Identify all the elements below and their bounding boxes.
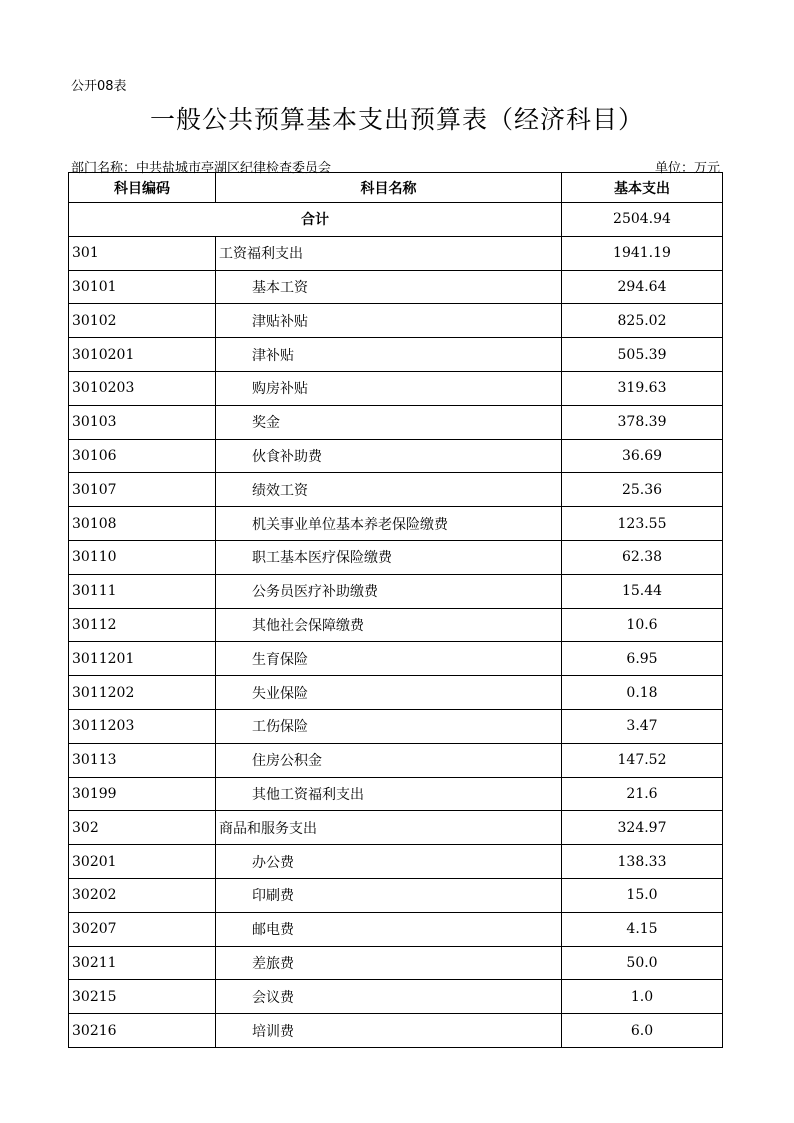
- row-name: 其他社会保障缴费: [216, 608, 562, 642]
- row-name: 绩效工资: [216, 473, 562, 507]
- table-row: [69, 642, 723, 676]
- table-row: [69, 338, 723, 372]
- row-code: 3010203: [69, 371, 216, 405]
- row-name: 购房补贴: [216, 371, 562, 405]
- row-code: 30112: [69, 608, 216, 642]
- department-label: 部门名称：中共盐城市亭湖区纪律检查委员会: [71, 161, 332, 176]
- total-amount: 2504.94: [562, 203, 723, 237]
- row-name: 生育保险: [216, 642, 562, 676]
- form-code-label: 公开08表: [71, 79, 127, 94]
- row-amount: 825.02: [562, 304, 723, 338]
- table-row: [69, 439, 723, 473]
- row-amount: 3.47: [562, 709, 723, 743]
- total-label: 合计: [69, 203, 562, 237]
- table-row: [69, 608, 723, 642]
- row-amount: 36.69: [562, 439, 723, 473]
- table-row: [69, 777, 723, 811]
- row-code: 30199: [69, 777, 216, 811]
- row-amount: 6.95: [562, 642, 723, 676]
- row-code: 30101: [69, 270, 216, 304]
- row-name: 住房公积金: [216, 743, 562, 777]
- row-code: 30103: [69, 405, 216, 439]
- page-title: 一般公共预算基本支出预算表（经济科目）: [149, 105, 644, 134]
- table-row: [69, 507, 723, 541]
- table-row: [69, 304, 723, 338]
- row-amount: 1.0: [562, 980, 723, 1014]
- table-row: [69, 980, 723, 1014]
- row-name: 印刷费: [216, 878, 562, 912]
- row-name: 公务员医疗补助缴费: [216, 574, 562, 608]
- row-code: 30215: [69, 980, 216, 1014]
- row-code: 30113: [69, 743, 216, 777]
- row-name: 基本工资: [216, 270, 562, 304]
- row-name: 工资福利支出: [216, 236, 562, 270]
- row-name: 商品和服务支出: [216, 811, 562, 845]
- row-code: 301: [69, 236, 216, 270]
- table-row: [69, 946, 723, 980]
- row-amount: 147.52: [562, 743, 723, 777]
- budget-table: [68, 172, 723, 1048]
- row-code: 30201: [69, 845, 216, 879]
- table-row: [69, 845, 723, 879]
- row-amount: 138.33: [562, 845, 723, 879]
- row-code: 30111: [69, 574, 216, 608]
- row-code: 30106: [69, 439, 216, 473]
- row-name: 失业保险: [216, 676, 562, 710]
- total-row: [69, 203, 723, 237]
- table-row: [69, 473, 723, 507]
- table-row: [69, 270, 723, 304]
- header-amount: 基本支出: [562, 173, 723, 203]
- row-amount: 319.63: [562, 371, 723, 405]
- row-amount: 15.44: [562, 574, 723, 608]
- row-name: 会议费: [216, 980, 562, 1014]
- row-amount: 15.0: [562, 878, 723, 912]
- header-name: 科目名称: [216, 173, 562, 203]
- row-code: 30110: [69, 540, 216, 574]
- row-name: 职工基本医疗保险缴费: [216, 540, 562, 574]
- row-name: 津贴补贴: [216, 304, 562, 338]
- table-row: [69, 811, 723, 845]
- row-code: 30107: [69, 473, 216, 507]
- row-amount: 324.97: [562, 811, 723, 845]
- row-amount: 505.39: [562, 338, 723, 372]
- row-name: 工伤保险: [216, 709, 562, 743]
- header-code: 科目编码: [69, 173, 216, 203]
- row-name: 其他工资福利支出: [216, 777, 562, 811]
- row-name: 差旅费: [216, 946, 562, 980]
- row-name: 培训费: [216, 1014, 562, 1048]
- table-row: [69, 1014, 723, 1048]
- row-code: 3010201: [69, 338, 216, 372]
- table-row: [69, 540, 723, 574]
- row-amount: 6.0: [562, 1014, 723, 1048]
- table-header-row: [69, 173, 723, 203]
- row-name: 办公费: [216, 845, 562, 879]
- row-amount: 1941.19: [562, 236, 723, 270]
- table-row: [69, 743, 723, 777]
- row-amount: 123.55: [562, 507, 723, 541]
- table-row: [69, 709, 723, 743]
- row-amount: 4.15: [562, 912, 723, 946]
- row-code: 30202: [69, 878, 216, 912]
- row-name: 机关事业单位基本养老保险缴费: [216, 507, 562, 541]
- row-name: 伙食补助费: [216, 439, 562, 473]
- row-name: 奖金: [216, 405, 562, 439]
- row-code: 30108: [69, 507, 216, 541]
- row-code: 30102: [69, 304, 216, 338]
- table-row: [69, 405, 723, 439]
- row-code: 30211: [69, 946, 216, 980]
- row-code: 30216: [69, 1014, 216, 1048]
- row-code: 302: [69, 811, 216, 845]
- table-row: [69, 912, 723, 946]
- table-row: [69, 574, 723, 608]
- row-amount: 378.39: [562, 405, 723, 439]
- row-name: 津补贴: [216, 338, 562, 372]
- row-amount: 294.64: [562, 270, 723, 304]
- row-name: 邮电费: [216, 912, 562, 946]
- table-row: [69, 371, 723, 405]
- table-row: [69, 236, 723, 270]
- row-amount: 62.38: [562, 540, 723, 574]
- row-code: 30207: [69, 912, 216, 946]
- row-code: 3011201: [69, 642, 216, 676]
- row-amount: 0.18: [562, 676, 723, 710]
- unit-label: 单位：万元: [654, 161, 720, 176]
- row-amount: 25.36: [562, 473, 723, 507]
- row-amount: 10.6: [562, 608, 723, 642]
- table-row: [69, 676, 723, 710]
- row-amount: 50.0: [562, 946, 723, 980]
- row-code: 3011202: [69, 676, 216, 710]
- row-code: 3011203: [69, 709, 216, 743]
- table-row: [69, 878, 723, 912]
- row-amount: 21.6: [562, 777, 723, 811]
